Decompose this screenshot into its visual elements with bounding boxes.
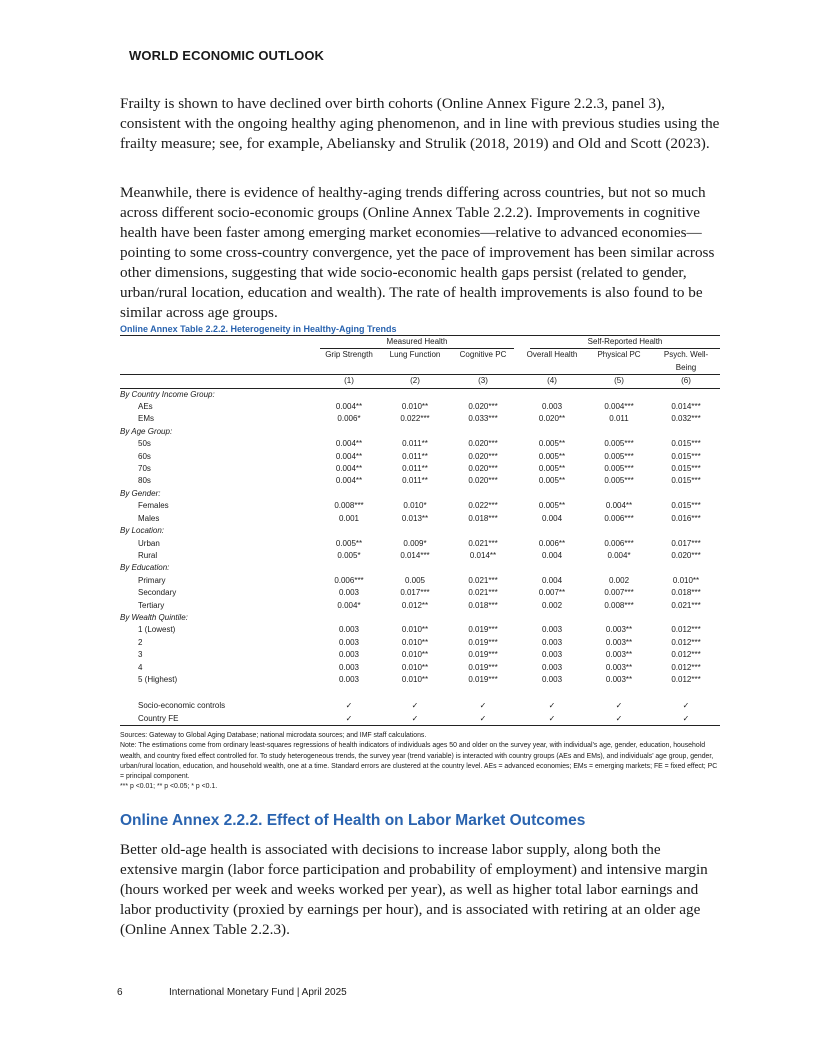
results-table	[120, 335, 720, 726]
checkmark-cell: ✓	[479, 701, 487, 711]
table-row	[120, 513, 720, 525]
table-cell: 0.006*	[337, 414, 361, 424]
checkmark-cell: ✓	[586, 713, 652, 726]
group-label-row	[120, 488, 720, 500]
table-cell: 0.008***	[334, 501, 364, 511]
table-cell: 0.004**	[335, 402, 363, 412]
row-label: 5 (Highest)	[138, 674, 178, 684]
col-num-2: (2)	[382, 375, 448, 388]
table-cell: 0.003	[542, 402, 563, 412]
group-label: By Gender:	[120, 488, 161, 498]
table-cell: 0.006**	[538, 538, 566, 548]
table-cell: 0.003**	[605, 637, 633, 647]
table-cell: 0.011**	[402, 476, 428, 486]
table-row	[120, 538, 720, 550]
table-cell: 0.022***	[468, 501, 498, 511]
table-cell: 0.010**	[672, 575, 700, 585]
table-cell: 0.005**	[538, 451, 566, 461]
table-cell: 0.003**	[605, 662, 633, 672]
group-label-row	[120, 388, 720, 401]
running-header: WORLD ECONOMIC OUTLOOK	[129, 48, 325, 63]
checkmark-cell: ✓	[316, 713, 382, 726]
table-cell: 0.032***	[671, 414, 701, 424]
row-label: Tertiary	[138, 600, 165, 610]
table-cell: 0.016***	[671, 513, 701, 523]
table-cell: 0.021***	[671, 600, 701, 610]
table-cell: 0.003**	[605, 650, 633, 660]
table-cell: 0.018***	[468, 600, 498, 610]
table-cell: 0.004**	[335, 464, 363, 474]
spacer-row	[120, 686, 720, 700]
row-label: 1 (Lowest)	[138, 625, 176, 635]
paragraph-labor-outcomes: Better old-age health is associated with decisions to increase labor supply, along both the extensive margin (labor force participation and probability of employment) and intensive margin (hours worked per week and weeks worked per year), as well as higher total labor earnings and labor productivity (proxied by earnings per hour), and is associated with retiring at an older age (Online Annex Table 2.2.3).	[120, 841, 708, 938]
table-cell: 0.005***	[604, 476, 634, 486]
table-cell: 0.003	[542, 625, 563, 635]
table-cell: 0.004	[542, 513, 563, 523]
checkmark-cell: ✓	[382, 713, 448, 726]
table-row	[120, 587, 720, 599]
table-cell: 0.013**	[401, 513, 429, 523]
table-row	[120, 438, 720, 450]
table-cell: 0.003	[338, 637, 360, 647]
table-cell: 0.015***	[671, 439, 701, 449]
table-row	[120, 624, 720, 636]
group-label: By Education:	[120, 563, 170, 573]
checkmark-cell: ✓	[411, 701, 419, 711]
table-cell: 0.020***	[468, 439, 498, 449]
table-cell: 0.014***	[400, 550, 430, 560]
table-cell: 0.009*	[403, 538, 427, 548]
table-cell: 0.021***	[468, 538, 498, 548]
table-cell: 0.020***	[671, 550, 701, 560]
column-header-row-2	[120, 362, 720, 375]
table-cell: 0.010**	[401, 625, 429, 635]
table-cell: 0.003	[542, 674, 563, 684]
table-cell: 0.010*	[403, 501, 427, 511]
table-cell: 0.001	[338, 513, 360, 523]
col-header-overall: Overall Health	[526, 350, 578, 360]
checkmark-cell: ✓	[652, 713, 720, 726]
table-cell: 0.015***	[671, 476, 701, 486]
table-cell: 0.011	[609, 414, 629, 424]
table-row	[120, 401, 720, 413]
table-cell: 0.011**	[402, 439, 428, 449]
col-header-grip: Grip Strength	[325, 350, 373, 360]
table-cell: 0.003	[542, 662, 563, 672]
table-row	[120, 575, 720, 587]
table-title: Online Annex Table 2.2.2. Heterogeneity in Healthy-Aging Trends	[120, 324, 397, 334]
col-num-6: (6)	[652, 375, 720, 388]
table-cell: 0.004**	[335, 451, 363, 461]
table-cell: 0.019***	[468, 625, 498, 635]
table-cell: 0.006***	[604, 513, 634, 523]
table-cell: 0.015***	[671, 451, 701, 461]
table-cell: 0.021***	[468, 575, 498, 585]
table-notes	[120, 731, 720, 793]
table-cell: 0.012***	[671, 637, 701, 647]
sources-note: Sources: Gateway to Global Aging Database; national microdata sources; and IMF staff calculations.	[120, 732, 427, 739]
table-cell: 0.003	[338, 662, 360, 672]
table-row	[120, 463, 720, 475]
method-note: Note: The estimations come from ordinary least-squares regressions of health indicators of individuals ages 50 and older on the survey year, with individual’s age, gender, education, household wealth, and country fixed effect controlled for. To study heterogeneous trends, the survey year (trend variable) is interacted with country groups (AEs and EMs), and individuals’ age group, gender, urban/rural location, education, and household wealth, one at a time. Standard errors are clustered at the country level. AEs = advanced economies; EMs = emerging markets; FE = fixed effect; PC = principal component.	[120, 742, 718, 781]
table-cell: 0.004**	[335, 439, 363, 449]
paragraph-frailty: Frailty is shown to have declined over birth cohorts (Online Annex Figure 2.2.3, panel 3), consistent with the ongoing healthy aging phenomenon, and in line with previous studies using the frailty measure; see, for example, Abeliansky and Strulik (2018, 2019) and Old and Scott (2023).	[120, 95, 720, 152]
table-cell: 0.002	[542, 600, 563, 610]
row-label: 2	[138, 637, 143, 647]
table-cell: 0.004*	[337, 600, 361, 610]
row-label: EMs	[138, 414, 154, 424]
col-header-cognitive: Cognitive PC	[459, 350, 507, 360]
col-header-psych: Psych. Well-	[663, 350, 709, 360]
group-label-row	[120, 562, 720, 574]
row-label: Urban	[138, 538, 160, 548]
table-cell: 0.006***	[604, 538, 634, 548]
table-row	[120, 550, 720, 562]
table-row	[120, 500, 720, 512]
table-cell: 0.011**	[402, 451, 428, 461]
table-cell: 0.003	[338, 650, 360, 660]
table-row	[120, 451, 720, 463]
table-cell: 0.019***	[468, 650, 498, 660]
table-cell: 0.033***	[468, 414, 498, 424]
table-cell: 0.019***	[468, 662, 498, 672]
table-cell: 0.005**	[538, 476, 566, 486]
row-label: 80s	[138, 476, 151, 486]
table-cell: 0.012**	[401, 600, 429, 610]
table-cell: 0.005**	[538, 501, 566, 511]
table-cell: 0.005***	[604, 464, 634, 474]
col-header-lung: Lung Function	[389, 350, 441, 360]
table-cell: 0.007***	[604, 588, 634, 598]
table-cell: 0.012***	[671, 674, 701, 684]
table-cell: 0.005**	[538, 439, 566, 449]
table-cell: 0.005***	[604, 451, 634, 461]
row-label: 3	[138, 650, 143, 660]
table-cell: 0.020***	[468, 476, 498, 486]
table-cell: 0.003	[338, 674, 360, 684]
table-row	[120, 674, 720, 686]
paragraph-healthy-aging-trends: Meanwhile, there is evidence of healthy-aging trends differing across countries, but not so much across different socio-economic groups (Online Annex Table 2.2.2). Improvements in cognitive health have been faster among emerging market economies—relative to advanced economies—pointing to some cross-country convergence, yet the pace of improvement has been similar across other dimensions, suggesting that wide socio-economic health gaps persist (related to gender, urban/rural location, education and wealth). The rate of health improvements is also found to be similar across age groups.	[120, 184, 715, 321]
table-cell: 0.019***	[468, 674, 498, 684]
table-cell: 0.012***	[671, 662, 701, 672]
page-footer	[117, 987, 347, 998]
group-label-row	[120, 426, 720, 438]
group-header-self-reported: Self-Reported Health	[530, 336, 720, 349]
table-cell: 0.005**	[335, 538, 363, 548]
control-row	[120, 713, 720, 726]
table-row	[120, 637, 720, 649]
column-header-row	[120, 349, 720, 361]
group-label-row	[120, 612, 720, 624]
table-cell: 0.005*	[337, 550, 361, 560]
heterogeneity-table	[120, 335, 720, 726]
table-cell: 0.019***	[468, 637, 498, 647]
table-cell: 0.014**	[469, 550, 497, 560]
row-label: 60s	[138, 451, 151, 461]
table-cell: 0.005**	[538, 464, 566, 474]
table-row	[120, 649, 720, 661]
row-label: Females	[138, 501, 169, 511]
table-row	[120, 662, 720, 674]
table-cell: 0.008***	[604, 600, 634, 610]
table-cell: 0.018***	[468, 513, 498, 523]
significance-note: *** p <0.01; ** p <0.05; * p <0.1.	[120, 783, 218, 791]
col-num-5: (5)	[586, 375, 652, 388]
table-cell: 0.022***	[400, 414, 430, 424]
table-cell: 0.017***	[671, 538, 701, 548]
table-cell: 0.004	[542, 550, 563, 560]
table-cell: 0.007**	[538, 588, 566, 598]
table-cell: 0.010**	[401, 674, 429, 684]
table-cell: 0.003	[338, 625, 360, 635]
col-header-psych-cont: Being	[675, 362, 697, 372]
table-cell: 0.004**	[335, 476, 363, 486]
table-cell: 0.010**	[401, 637, 429, 647]
table-cell: 0.005***	[604, 439, 634, 449]
row-label: 4	[138, 662, 143, 672]
table-cell: 0.003	[338, 588, 360, 598]
section-heading: Online Annex 2.2.2. Effect of Health on Labor Market Outcomes	[120, 812, 586, 829]
table-cell: 0.012***	[671, 625, 701, 635]
table-cell: 0.020***	[468, 402, 498, 412]
group-label: By Age Group:	[120, 426, 173, 436]
checkmark-cell: ✓	[448, 713, 518, 726]
row-label: Males	[138, 513, 160, 523]
table-cell: 0.018***	[671, 588, 701, 598]
col-num-4: (4)	[518, 375, 586, 388]
group-label: By Country Income Group:	[120, 389, 215, 399]
table-cell: 0.012***	[671, 650, 701, 660]
table-cell: 0.003**	[605, 674, 633, 684]
row-label: 50s	[138, 439, 151, 449]
table-cell: 0.004***	[604, 402, 634, 412]
table-cell: 0.003	[542, 650, 563, 660]
column-number-row	[120, 375, 720, 388]
group-label: By Location:	[120, 526, 165, 536]
row-label: Rural	[138, 550, 158, 560]
table-cell: 0.004**	[605, 501, 633, 511]
row-label: AEs	[138, 402, 153, 412]
table-cell: 0.015***	[671, 501, 701, 511]
page-number: 6	[117, 987, 123, 998]
col-header-physical: Physical PC	[597, 350, 641, 360]
checkmark-cell: ✓	[518, 713, 586, 726]
col-num-3: (3)	[448, 375, 518, 388]
table-cell: 0.004*	[607, 550, 631, 560]
table-row	[120, 475, 720, 487]
row-label: 70s	[138, 464, 151, 474]
table-row	[120, 600, 720, 612]
group-label: By Wealth Quintile:	[120, 612, 188, 622]
checkmark-cell: ✓	[682, 701, 690, 711]
table-cell: 0.015***	[671, 464, 701, 474]
control-label: Socio-economic controls	[138, 701, 226, 711]
table-cell: 0.002	[609, 575, 630, 585]
table-cell: 0.010**	[401, 662, 429, 672]
group-header-measured: Measured Health	[320, 336, 514, 349]
row-label: Secondary	[138, 588, 177, 598]
table-cell: 0.003	[542, 637, 563, 647]
group-header-row	[120, 336, 720, 350]
table-cell: 0.010**	[401, 402, 429, 412]
checkmark-cell: ✓	[615, 701, 623, 711]
table-cell: 0.014***	[671, 402, 701, 412]
table-cell: 0.004	[542, 575, 563, 585]
table-cell: 0.021***	[468, 588, 498, 598]
group-label-row	[120, 525, 720, 537]
table-cell: 0.020***	[468, 464, 498, 474]
table-cell: 0.017***	[400, 588, 430, 598]
control-label: Country FE	[120, 713, 316, 726]
footer-text: International Monetary Fund | April 2025	[169, 987, 347, 998]
control-row	[120, 700, 720, 712]
table-cell: 0.005	[404, 575, 426, 585]
row-label: Primary	[138, 575, 166, 585]
table-cell: 0.020***	[468, 451, 498, 461]
table-row	[120, 413, 720, 425]
checkmark-cell: ✓	[548, 701, 556, 711]
table-cell: 0.011**	[402, 464, 428, 474]
table-cell: 0.020**	[538, 414, 566, 424]
table-cell: 0.003**	[605, 625, 633, 635]
table-cell: 0.010**	[401, 650, 429, 660]
checkmark-cell: ✓	[345, 701, 353, 711]
table-cell: 0.006***	[334, 575, 364, 585]
col-num-1: (1)	[316, 375, 382, 388]
